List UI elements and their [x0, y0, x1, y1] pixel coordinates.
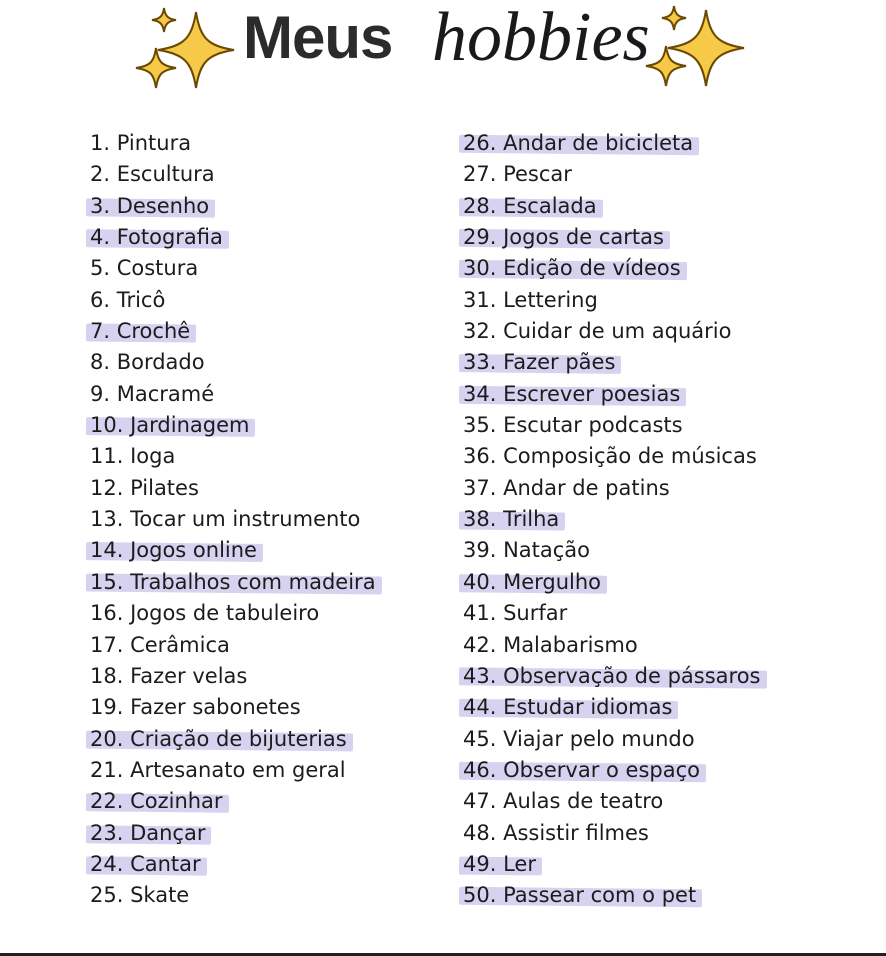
hobby-item — [463, 692, 761, 723]
hobby-item — [90, 473, 376, 504]
sparkles-icon — [644, 2, 748, 98]
hobby-label: 32. Cuidar de um aquário — [463, 319, 732, 344]
hobby-item — [463, 598, 761, 629]
hobby-list-left — [90, 128, 376, 912]
hobby-item — [90, 598, 376, 629]
hobby-item — [90, 379, 376, 410]
hobby-label: 43. Observação de pássaros — [463, 663, 761, 688]
hobby-item — [90, 441, 376, 472]
hobby-item — [90, 504, 376, 535]
hobby-label: 9. Macramé — [90, 381, 215, 406]
hobby-label: 6. Tricô — [90, 287, 166, 312]
hobby-label: 18. Fazer velas — [90, 663, 248, 688]
hobby-label: 23. Dançar — [90, 820, 206, 845]
hobby-label: 2. Escultura — [90, 162, 215, 187]
hobby-label: 33. Fazer pães — [463, 350, 616, 375]
hobby-item — [90, 410, 376, 441]
hobby-list-right — [463, 128, 761, 912]
hobby-label: 14. Jogos online — [90, 538, 257, 563]
hobby-item — [463, 347, 761, 378]
hobby-item — [90, 191, 376, 222]
hobby-label: 7. Crochê — [90, 319, 191, 344]
hobby-item — [463, 191, 761, 222]
hobby-label: 13. Tocar um instrumento — [90, 507, 361, 532]
hobby-item — [463, 661, 761, 692]
sparkles-icon — [134, 4, 238, 100]
hobby-item — [90, 253, 376, 284]
hobby-label: 26. Andar de bicicleta — [463, 131, 694, 155]
hobby-item — [90, 535, 376, 566]
hobby-label: 12. Pilates — [90, 475, 199, 500]
hobby-item — [463, 818, 761, 849]
hobby-item — [90, 347, 376, 378]
hobby-item — [90, 159, 376, 190]
hobby-label: 49. Ler — [463, 851, 536, 876]
hobby-item — [463, 630, 761, 661]
hobby-label: 35. Escutar podcasts — [463, 413, 683, 438]
hobby-label: 40. Mergulho — [463, 569, 602, 594]
hobby-item — [463, 473, 761, 504]
hobby-label: 15. Trabalhos com madeira — [90, 569, 376, 594]
hobby-label: 21. Artesanato em geral — [90, 757, 346, 782]
hobby-item — [463, 253, 761, 284]
header — [0, 0, 886, 100]
hobby-label: 38. Trilha — [463, 507, 560, 532]
hobby-label: 20. Criação de bijuterias — [90, 726, 347, 751]
hobby-label: 44. Estudar idiomas — [463, 695, 673, 720]
hobby-label: 46. Observar o espaço — [463, 757, 701, 782]
hobby-label: 47. Aulas de teatro — [463, 789, 664, 814]
hobby-item — [90, 222, 376, 253]
hobby-label: 28. Escalada — [463, 193, 597, 218]
hobby-label: 25. Skate — [90, 883, 190, 908]
hobby-item — [90, 661, 376, 692]
hobby-item — [463, 786, 761, 817]
hobby-label: 5. Costura — [90, 256, 199, 281]
hobby-item — [90, 724, 376, 755]
hobby-label: 3. Desenho — [90, 193, 210, 218]
hobby-item — [463, 880, 761, 911]
hobby-item — [463, 724, 761, 755]
hobby-item — [90, 818, 376, 849]
hobby-label: 39. Natação — [463, 538, 591, 563]
hobby-item — [90, 567, 376, 598]
hobby-item — [463, 128, 761, 159]
hobby-item — [463, 755, 761, 786]
hobby-label: 10. Jardinagem — [90, 413, 250, 438]
hobby-label: 30. Edição de vídeos — [463, 256, 681, 281]
hobby-label: 22. Cozinhar — [90, 789, 223, 814]
hobby-item — [90, 128, 376, 159]
hobby-label: 34. Escrever poesias — [463, 381, 681, 406]
hobby-item — [463, 849, 761, 880]
hobby-item — [90, 786, 376, 817]
hobby-item — [463, 159, 761, 190]
hobby-label: 17. Cerâmica — [90, 632, 230, 657]
hobby-label: 29. Jogos de cartas — [463, 225, 664, 250]
hobby-item — [90, 849, 376, 880]
hobby-label: 16. Jogos de tabuleiro — [90, 601, 320, 626]
hobby-label: 31. Lettering — [463, 287, 598, 312]
hobby-label: 11. Ioga — [90, 444, 176, 469]
hobby-label: 19. Fazer sabonetes — [90, 695, 301, 720]
hobby-item — [463, 535, 761, 566]
hobby-label: 4. Fotografia — [90, 225, 223, 250]
title-meus: Meus — [243, 4, 393, 71]
hobby-label: 45. Viajar pelo mundo — [463, 726, 695, 751]
hobby-label: 36. Composição de músicas — [463, 444, 757, 469]
hobby-label: 37. Andar de patins — [463, 475, 670, 500]
hobby-label: 41. Surfar — [463, 601, 568, 626]
hobby-item — [463, 504, 761, 535]
hobby-item — [90, 692, 376, 723]
hobby-item — [90, 755, 376, 786]
hobby-item — [463, 316, 761, 347]
hobby-label: 48. Assistir filmes — [463, 820, 649, 845]
hobby-label: 24. Cantar — [90, 851, 201, 876]
hobby-label: 50. Passear com o pet — [463, 883, 697, 908]
hobby-label: 8. Bordado — [90, 350, 205, 375]
hobby-item — [90, 316, 376, 347]
hobby-item — [90, 880, 376, 911]
hobby-label: 27. Pescar — [463, 162, 572, 187]
hobby-item — [463, 379, 761, 410]
hobby-item — [90, 285, 376, 316]
hobby-item — [463, 285, 761, 316]
hobby-label: 1. Pintura — [90, 131, 192, 155]
hobby-label: 42. Malabarismo — [463, 632, 638, 657]
hobby-item — [463, 441, 761, 472]
hobby-item — [463, 410, 761, 441]
title-hobbies: hobbies — [432, 0, 650, 76]
hobby-item — [90, 630, 376, 661]
hobby-item — [463, 222, 761, 253]
hobby-item — [463, 567, 761, 598]
